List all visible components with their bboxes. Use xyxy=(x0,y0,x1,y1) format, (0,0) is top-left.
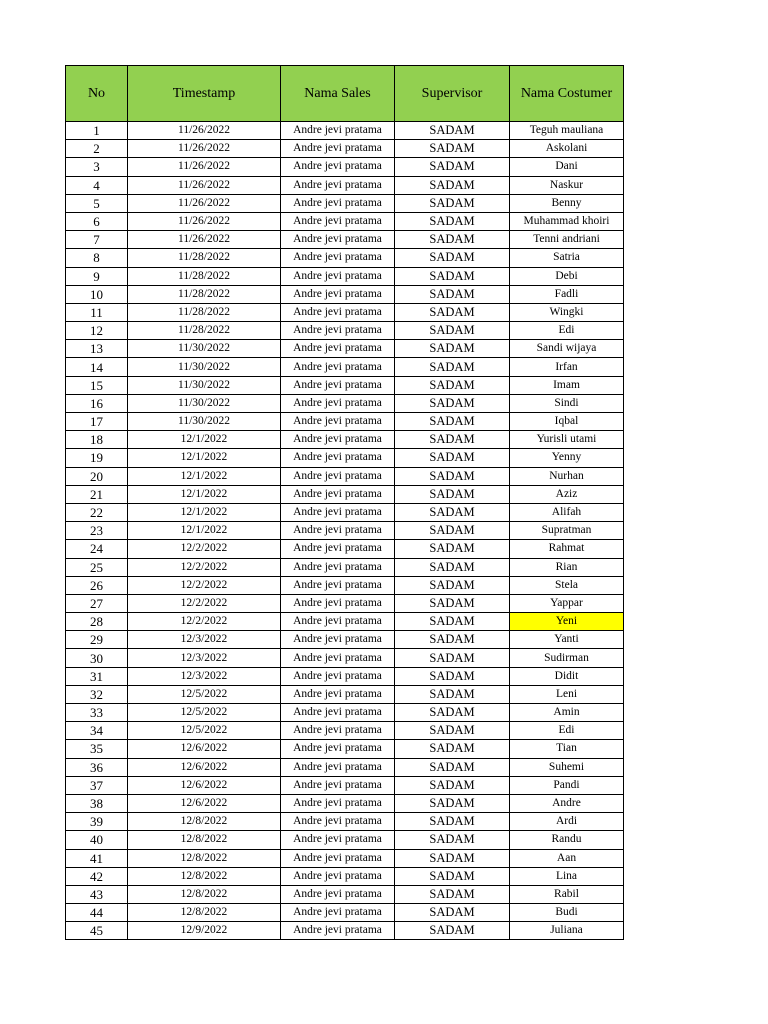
table-row xyxy=(66,667,624,685)
table-row xyxy=(66,431,624,449)
cell-nama-sales: Andre jevi pratama xyxy=(281,722,395,740)
cell-nama-sales: Andre jevi pratama xyxy=(281,594,395,612)
cell-supervisor: SADAM xyxy=(395,867,510,885)
cell-no: 35 xyxy=(66,740,128,758)
cell-timestamp: 12/1/2022 xyxy=(128,431,281,449)
table-row xyxy=(66,322,624,340)
cell-timestamp: 12/2/2022 xyxy=(128,576,281,594)
cell-no: 2 xyxy=(66,140,128,158)
cell-nama-sales: Andre jevi pratama xyxy=(281,558,395,576)
cell-no: 39 xyxy=(66,813,128,831)
cell-nama-costumer: Andre xyxy=(510,794,624,812)
cell-timestamp: 11/28/2022 xyxy=(128,285,281,303)
cell-nama-costumer: Stela xyxy=(510,576,624,594)
cell-timestamp: 12/8/2022 xyxy=(128,885,281,903)
cell-timestamp: 12/5/2022 xyxy=(128,685,281,703)
cell-supervisor: SADAM xyxy=(395,904,510,922)
cell-nama-sales: Andre jevi pratama xyxy=(281,267,395,285)
table-row xyxy=(66,922,624,940)
cell-timestamp: 11/28/2022 xyxy=(128,322,281,340)
cell-nama-costumer: Aziz xyxy=(510,485,624,503)
cell-no: 38 xyxy=(66,794,128,812)
table-row xyxy=(66,340,624,358)
cell-nama-costumer: Aan xyxy=(510,849,624,867)
table-row xyxy=(66,394,624,412)
cell-nama-sales: Andre jevi pratama xyxy=(281,867,395,885)
table-row xyxy=(66,122,624,140)
cell-nama-sales: Andre jevi pratama xyxy=(281,849,395,867)
cell-nama-costumer: Budi xyxy=(510,904,624,922)
table-row xyxy=(66,540,624,558)
cell-nama-costumer: Yenny xyxy=(510,449,624,467)
cell-supervisor: SADAM xyxy=(395,831,510,849)
cell-nama-costumer: Muhammad khoiri xyxy=(510,212,624,230)
cell-nama-sales: Andre jevi pratama xyxy=(281,831,395,849)
cell-nama-costumer: Yeni xyxy=(510,613,624,631)
cell-no: 12 xyxy=(66,322,128,340)
table-row xyxy=(66,413,624,431)
cell-nama-sales: Andre jevi pratama xyxy=(281,740,395,758)
cell-no: 43 xyxy=(66,885,128,903)
table-row xyxy=(66,212,624,230)
table-row xyxy=(66,303,624,321)
cell-supervisor: SADAM xyxy=(395,358,510,376)
cell-timestamp: 12/6/2022 xyxy=(128,758,281,776)
cell-supervisor: SADAM xyxy=(395,704,510,722)
cell-no: 16 xyxy=(66,394,128,412)
cell-supervisor: SADAM xyxy=(395,158,510,176)
cell-timestamp: 12/5/2022 xyxy=(128,722,281,740)
cell-supervisor: SADAM xyxy=(395,922,510,940)
cell-timestamp: 12/5/2022 xyxy=(128,704,281,722)
cell-no: 23 xyxy=(66,522,128,540)
cell-no: 3 xyxy=(66,158,128,176)
table-row xyxy=(66,467,624,485)
cell-supervisor: SADAM xyxy=(395,558,510,576)
cell-supervisor: SADAM xyxy=(395,649,510,667)
cell-timestamp: 12/6/2022 xyxy=(128,794,281,812)
cell-no: 37 xyxy=(66,776,128,794)
cell-supervisor: SADAM xyxy=(395,776,510,794)
cell-timestamp: 12/2/2022 xyxy=(128,540,281,558)
cell-no: 44 xyxy=(66,904,128,922)
cell-nama-costumer: Tenni andriani xyxy=(510,231,624,249)
header-supervisor: Supervisor xyxy=(395,66,510,122)
table-row xyxy=(66,249,624,267)
cell-supervisor: SADAM xyxy=(395,813,510,831)
cell-timestamp: 12/8/2022 xyxy=(128,904,281,922)
cell-nama-costumer: Sindi xyxy=(510,394,624,412)
cell-nama-costumer: Leni xyxy=(510,685,624,703)
cell-nama-costumer: Nurhan xyxy=(510,467,624,485)
cell-supervisor: SADAM xyxy=(395,176,510,194)
cell-nama-sales: Andre jevi pratama xyxy=(281,904,395,922)
table-row xyxy=(66,867,624,885)
header-nama-costumer: Nama Costumer xyxy=(510,66,624,122)
cell-nama-sales: Andre jevi pratama xyxy=(281,158,395,176)
cell-timestamp: 11/26/2022 xyxy=(128,122,281,140)
cell-no: 8 xyxy=(66,249,128,267)
cell-nama-sales: Andre jevi pratama xyxy=(281,358,395,376)
cell-nama-sales: Andre jevi pratama xyxy=(281,576,395,594)
table-row xyxy=(66,267,624,285)
cell-nama-sales: Andre jevi pratama xyxy=(281,431,395,449)
cell-timestamp: 11/30/2022 xyxy=(128,340,281,358)
cell-timestamp: 11/28/2022 xyxy=(128,249,281,267)
cell-no: 40 xyxy=(66,831,128,849)
cell-supervisor: SADAM xyxy=(395,576,510,594)
cell-nama-sales: Andre jevi pratama xyxy=(281,376,395,394)
cell-no: 28 xyxy=(66,613,128,631)
table-row xyxy=(66,576,624,594)
header-no: No xyxy=(66,66,128,122)
cell-supervisor: SADAM xyxy=(395,613,510,631)
cell-no: 22 xyxy=(66,503,128,521)
cell-no: 18 xyxy=(66,431,128,449)
cell-nama-sales: Andre jevi pratama xyxy=(281,922,395,940)
cell-nama-costumer: Teguh mauliana xyxy=(510,122,624,140)
table-row xyxy=(66,685,624,703)
table-row xyxy=(66,904,624,922)
cell-nama-costumer: Rabil xyxy=(510,885,624,903)
cell-supervisor: SADAM xyxy=(395,322,510,340)
cell-supervisor: SADAM xyxy=(395,522,510,540)
cell-no: 45 xyxy=(66,922,128,940)
cell-no: 1 xyxy=(66,122,128,140)
cell-timestamp: 11/28/2022 xyxy=(128,303,281,321)
cell-timestamp: 11/26/2022 xyxy=(128,231,281,249)
cell-nama-costumer: Naskur xyxy=(510,176,624,194)
cell-no: 25 xyxy=(66,558,128,576)
cell-nama-sales: Andre jevi pratama xyxy=(281,631,395,649)
table-row xyxy=(66,140,624,158)
cell-nama-sales: Andre jevi pratama xyxy=(281,413,395,431)
cell-nama-costumer: Benny xyxy=(510,194,624,212)
cell-nama-sales: Andre jevi pratama xyxy=(281,704,395,722)
cell-nama-sales: Andre jevi pratama xyxy=(281,794,395,812)
cell-timestamp: 12/8/2022 xyxy=(128,867,281,885)
cell-no: 27 xyxy=(66,594,128,612)
cell-supervisor: SADAM xyxy=(395,740,510,758)
cell-timestamp: 11/26/2022 xyxy=(128,140,281,158)
table-row xyxy=(66,613,624,631)
cell-nama-sales: Andre jevi pratama xyxy=(281,231,395,249)
table-row xyxy=(66,794,624,812)
cell-no: 41 xyxy=(66,849,128,867)
header-timestamp: Timestamp xyxy=(128,66,281,122)
cell-nama-costumer: Sandi wijaya xyxy=(510,340,624,358)
cell-supervisor: SADAM xyxy=(395,540,510,558)
cell-supervisor: SADAM xyxy=(395,885,510,903)
cell-supervisor: SADAM xyxy=(395,849,510,867)
cell-supervisor: SADAM xyxy=(395,667,510,685)
cell-no: 21 xyxy=(66,485,128,503)
table-row xyxy=(66,358,624,376)
cell-supervisor: SADAM xyxy=(395,122,510,140)
cell-nama-costumer: Sudirman xyxy=(510,649,624,667)
cell-no: 9 xyxy=(66,267,128,285)
cell-supervisor: SADAM xyxy=(395,140,510,158)
cell-nama-sales: Andre jevi pratama xyxy=(281,394,395,412)
cell-nama-sales: Andre jevi pratama xyxy=(281,303,395,321)
cell-supervisor: SADAM xyxy=(395,467,510,485)
table-row xyxy=(66,594,624,612)
cell-no: 42 xyxy=(66,867,128,885)
cell-nama-costumer: Imam xyxy=(510,376,624,394)
header-nama-sales: Nama Sales xyxy=(281,66,395,122)
table-row xyxy=(66,558,624,576)
cell-timestamp: 12/2/2022 xyxy=(128,558,281,576)
cell-nama-costumer: Dani xyxy=(510,158,624,176)
cell-no: 19 xyxy=(66,449,128,467)
cell-timestamp: 12/1/2022 xyxy=(128,503,281,521)
cell-supervisor: SADAM xyxy=(395,413,510,431)
cell-nama-costumer: Yurisli utami xyxy=(510,431,624,449)
cell-nama-costumer: Debi xyxy=(510,267,624,285)
cell-no: 26 xyxy=(66,576,128,594)
cell-nama-sales: Andre jevi pratama xyxy=(281,758,395,776)
cell-timestamp: 12/9/2022 xyxy=(128,922,281,940)
cell-nama-sales: Andre jevi pratama xyxy=(281,122,395,140)
cell-no: 34 xyxy=(66,722,128,740)
cell-nama-sales: Andre jevi pratama xyxy=(281,540,395,558)
cell-nama-sales: Andre jevi pratama xyxy=(281,249,395,267)
cell-supervisor: SADAM xyxy=(395,758,510,776)
cell-nama-costumer: Lina xyxy=(510,867,624,885)
cell-timestamp: 11/28/2022 xyxy=(128,267,281,285)
cell-timestamp: 12/6/2022 xyxy=(128,776,281,794)
cell-timestamp: 11/26/2022 xyxy=(128,158,281,176)
header-row xyxy=(66,66,624,122)
cell-nama-sales: Andre jevi pratama xyxy=(281,322,395,340)
cell-nama-sales: Andre jevi pratama xyxy=(281,503,395,521)
cell-supervisor: SADAM xyxy=(395,594,510,612)
cell-nama-costumer: Askolani xyxy=(510,140,624,158)
cell-nama-costumer: Tian xyxy=(510,740,624,758)
table-row xyxy=(66,758,624,776)
cell-timestamp: 11/26/2022 xyxy=(128,176,281,194)
cell-timestamp: 12/1/2022 xyxy=(128,485,281,503)
cell-timestamp: 12/3/2022 xyxy=(128,631,281,649)
table-row xyxy=(66,885,624,903)
cell-supervisor: SADAM xyxy=(395,376,510,394)
cell-no: 15 xyxy=(66,376,128,394)
cell-nama-costumer: Amin xyxy=(510,704,624,722)
cell-timestamp: 12/2/2022 xyxy=(128,594,281,612)
cell-supervisor: SADAM xyxy=(395,449,510,467)
cell-nama-sales: Andre jevi pratama xyxy=(281,140,395,158)
cell-supervisor: SADAM xyxy=(395,431,510,449)
cell-nama-costumer: Juliana xyxy=(510,922,624,940)
cell-supervisor: SADAM xyxy=(395,722,510,740)
table-body xyxy=(66,122,624,940)
cell-no: 14 xyxy=(66,358,128,376)
table-row xyxy=(66,776,624,794)
cell-timestamp: 12/3/2022 xyxy=(128,649,281,667)
cell-no: 17 xyxy=(66,413,128,431)
cell-nama-costumer: Ardi xyxy=(510,813,624,831)
cell-no: 5 xyxy=(66,194,128,212)
cell-no: 32 xyxy=(66,685,128,703)
cell-timestamp: 12/8/2022 xyxy=(128,831,281,849)
cell-timestamp: 11/26/2022 xyxy=(128,212,281,230)
cell-supervisor: SADAM xyxy=(395,285,510,303)
table-row xyxy=(66,740,624,758)
cell-nama-costumer: Rian xyxy=(510,558,624,576)
cell-nama-costumer: Didit xyxy=(510,667,624,685)
cell-nama-costumer: Edi xyxy=(510,722,624,740)
cell-supervisor: SADAM xyxy=(395,340,510,358)
table-row xyxy=(66,285,624,303)
cell-timestamp: 12/1/2022 xyxy=(128,522,281,540)
cell-supervisor: SADAM xyxy=(395,631,510,649)
table-row xyxy=(66,849,624,867)
table-row xyxy=(66,158,624,176)
cell-supervisor: SADAM xyxy=(395,685,510,703)
cell-nama-costumer: Edi xyxy=(510,322,624,340)
table-row xyxy=(66,831,624,849)
cell-nama-costumer: Fadli xyxy=(510,285,624,303)
cell-timestamp: 12/3/2022 xyxy=(128,667,281,685)
cell-nama-costumer: Supratman xyxy=(510,522,624,540)
cell-nama-costumer: Rahmat xyxy=(510,540,624,558)
table-row xyxy=(66,176,624,194)
cell-nama-sales: Andre jevi pratama xyxy=(281,522,395,540)
cell-nama-sales: Andre jevi pratama xyxy=(281,467,395,485)
cell-nama-sales: Andre jevi pratama xyxy=(281,813,395,831)
cell-nama-sales: Andre jevi pratama xyxy=(281,285,395,303)
cell-nama-costumer: Randu xyxy=(510,831,624,849)
cell-no: 29 xyxy=(66,631,128,649)
cell-no: 4 xyxy=(66,176,128,194)
cell-no: 11 xyxy=(66,303,128,321)
cell-timestamp: 11/26/2022 xyxy=(128,194,281,212)
cell-nama-sales: Andre jevi pratama xyxy=(281,685,395,703)
table-row xyxy=(66,522,624,540)
table-row xyxy=(66,449,624,467)
table-row xyxy=(66,704,624,722)
cell-nama-costumer: Satria xyxy=(510,249,624,267)
cell-supervisor: SADAM xyxy=(395,303,510,321)
cell-no: 33 xyxy=(66,704,128,722)
cell-nama-sales: Andre jevi pratama xyxy=(281,449,395,467)
cell-nama-costumer: Yanti xyxy=(510,631,624,649)
cell-nama-sales: Andre jevi pratama xyxy=(281,667,395,685)
table-row xyxy=(66,649,624,667)
cell-timestamp: 12/1/2022 xyxy=(128,449,281,467)
table-row xyxy=(66,813,624,831)
cell-nama-costumer: Pandi xyxy=(510,776,624,794)
cell-supervisor: SADAM xyxy=(395,503,510,521)
cell-nama-sales: Andre jevi pratama xyxy=(281,176,395,194)
table-row xyxy=(66,485,624,503)
cell-supervisor: SADAM xyxy=(395,267,510,285)
cell-nama-costumer: Suhemi xyxy=(510,758,624,776)
cell-timestamp: 12/8/2022 xyxy=(128,813,281,831)
cell-timestamp: 11/30/2022 xyxy=(128,413,281,431)
cell-timestamp: 11/30/2022 xyxy=(128,358,281,376)
cell-no: 36 xyxy=(66,758,128,776)
table-row xyxy=(66,722,624,740)
cell-nama-costumer: Iqbal xyxy=(510,413,624,431)
cell-nama-sales: Andre jevi pratama xyxy=(281,649,395,667)
cell-timestamp: 12/2/2022 xyxy=(128,613,281,631)
cell-no: 10 xyxy=(66,285,128,303)
cell-nama-sales: Andre jevi pratama xyxy=(281,194,395,212)
cell-no: 7 xyxy=(66,231,128,249)
sales-table xyxy=(65,65,624,940)
cell-no: 6 xyxy=(66,212,128,230)
cell-nama-costumer: Alifah xyxy=(510,503,624,521)
cell-nama-sales: Andre jevi pratama xyxy=(281,212,395,230)
cell-timestamp: 12/8/2022 xyxy=(128,849,281,867)
cell-supervisor: SADAM xyxy=(395,394,510,412)
cell-timestamp: 11/30/2022 xyxy=(128,376,281,394)
cell-supervisor: SADAM xyxy=(395,194,510,212)
cell-nama-sales: Andre jevi pratama xyxy=(281,613,395,631)
cell-nama-costumer: Irfan xyxy=(510,358,624,376)
cell-supervisor: SADAM xyxy=(395,231,510,249)
cell-supervisor: SADAM xyxy=(395,485,510,503)
cell-no: 31 xyxy=(66,667,128,685)
cell-no: 24 xyxy=(66,540,128,558)
table-row xyxy=(66,376,624,394)
cell-no: 13 xyxy=(66,340,128,358)
cell-supervisor: SADAM xyxy=(395,212,510,230)
cell-nama-costumer: Wingki xyxy=(510,303,624,321)
cell-no: 20 xyxy=(66,467,128,485)
cell-nama-sales: Andre jevi pratama xyxy=(281,485,395,503)
table-row xyxy=(66,194,624,212)
cell-nama-sales: Andre jevi pratama xyxy=(281,340,395,358)
cell-supervisor: SADAM xyxy=(395,794,510,812)
cell-supervisor: SADAM xyxy=(395,249,510,267)
table-row xyxy=(66,631,624,649)
cell-timestamp: 12/6/2022 xyxy=(128,740,281,758)
cell-timestamp: 12/1/2022 xyxy=(128,467,281,485)
cell-no: 30 xyxy=(66,649,128,667)
cell-timestamp: 11/30/2022 xyxy=(128,394,281,412)
table-row xyxy=(66,503,624,521)
cell-nama-sales: Andre jevi pratama xyxy=(281,776,395,794)
table-row xyxy=(66,231,624,249)
cell-nama-costumer: Yappar xyxy=(510,594,624,612)
cell-nama-sales: Andre jevi pratama xyxy=(281,885,395,903)
